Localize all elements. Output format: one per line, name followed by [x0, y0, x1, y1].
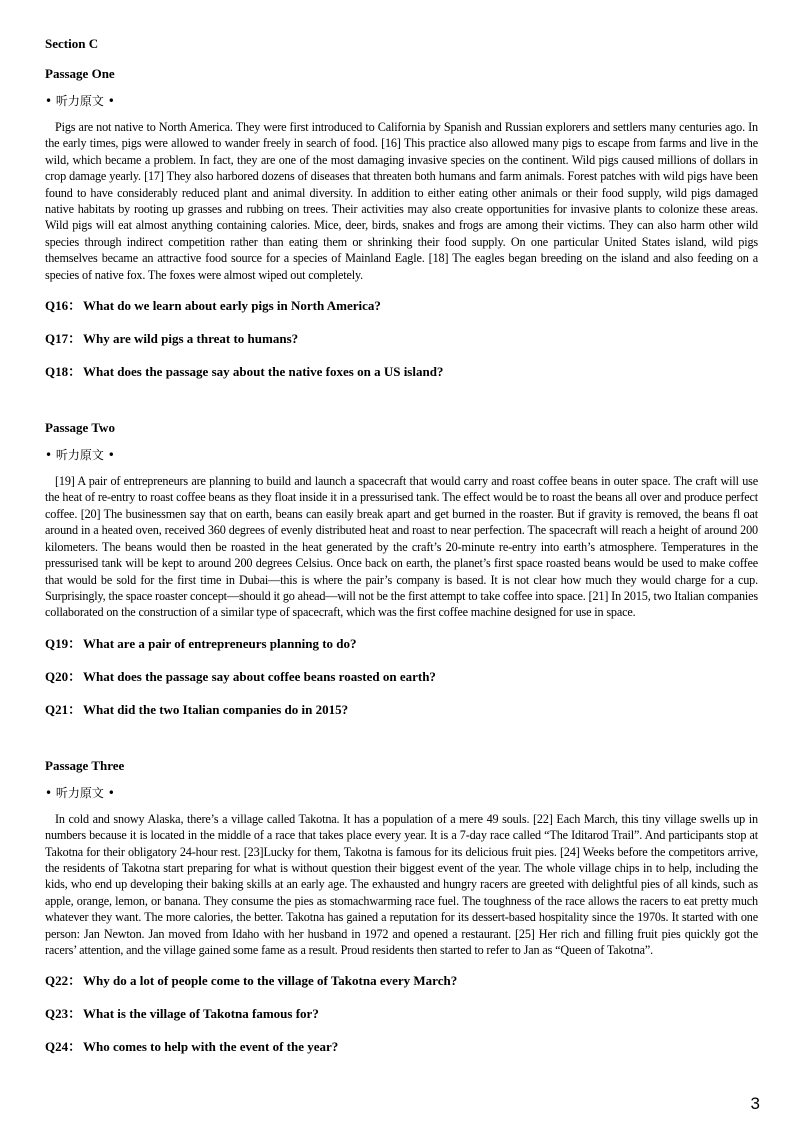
question-text: Who comes to help with the event of the year? — [83, 1039, 339, 1055]
question — [45, 666, 758, 685]
question-number: Q16： — [45, 298, 82, 314]
question — [45, 328, 758, 347]
transcript-label: • 听力原文 • — [45, 785, 115, 800]
question-text: What did the two Italian companies do in 2015? — [83, 701, 349, 717]
passage-text: Pigs are not native to North America. They were first introduced to California by Spanish and Russian explorers and settlers many centuries ago. In the early times, pigs were allowed to wander freely in search of food. [16] This practice also allowed many pigs to escape from farms and live in the wild, which became a problem. In fact, they are one of the most damaging invasive species on the continent. Wild pigs caused millions of dollars in crop damage yearly. [17] They also harbored dozens of diseases that threaten both humans and farm animals. Forest patches with wild pigs have been found to have considerably reduced plant and animal diversity. In addition to either eating other animals or their food supply, wild pigs damaged native habitats by rooting up grasses and rubbing on trees. Their activities may also create opportunities for invasive plants to colonize these areas. Wild pigs will eat almost anything containing calories. Mice, deer, birds, snakes and frogs are among their victims. They can also harm other wild species through indirect competition rather than eating them or shrinking their food supply. On one particular United States island, wild pigs themselves became an attractive food source for a species of Mainland Eagle. [18] The eagles began breeding on the island and also feeding on a species of native fox. The foxes were almost wiped out completely. — [45, 120, 758, 282]
passage-text: In cold and snowy Alaska, there’s a village called Takotna. It has a population of a mere 49 souls. [22] Each March, this tiny village swells up in numbers because it is located in the middle of a race that takes place every year. It is a 7-day race called “The Iditarod Trail”. And participants stop at Takotna for their obligatory 24-hour rest. [23]Lucky for them, Takotna is famous for its delicious fruit pies. [24] Weeks before the competitors arrive, the residents of Takotna start preparing for what is without question their biggest event of the year. The whole village chips in to help, including the kids, who end up developing their baking skills at an early age. The exhausted and hungry racers are greeted with delightful pies of all kinds, such as apple, orange, lemon, or banana. They consume the pies as stomachwarming race fuel. The toughness of the race allows the racers to eat pretty much whatever they want. The more calories, the better. Takotna has gained a reputation for its dessert-based hospitality since the 1970s. It started with one person: Jan Newton. Jan moved from Idaho with her husband in 1972 and opened a restaurant. [25] Her rich and filling fruit pies quickly got the racers’ attention, and the village gained some fame as a result. Proud residents then started to refer to Jan as “Queen of Takotna”. — [45, 811, 758, 957]
question-number: Q20： — [45, 668, 82, 684]
question-text: What does the passage say about the native foxes on a US island? — [83, 364, 444, 380]
question-number: Q24： — [45, 1039, 82, 1055]
question — [45, 361, 758, 380]
transcript-label: • 听力原文 • — [45, 94, 115, 108]
passage-text: [19] A pair of entrepreneurs are planning to build and launch a spacecraft that would carry and roast coffee beans in outer space. The craft will use the heat of re-entry to roast coffee beans as they float inside it in a pressurised tank. The effect would be to roast the beans all over and produce perfect coffee. [20] The businessmen say that on earth, beans can easily break apart and get burned in the roaster. But if gravity is removed, the beans fl oat around in a heated oven, received 360 degrees of evenly distributed heat and roast to near perfection. The spacecraft will reach a height of around 200 kilometers. The beans would then be roasted in the heat generated by the craft’s 20-minute re-entry into earth’s atmosphere. Temperatures in the pressurised tank will be kept to around 200 degrees Celsius. Once back on earth, the planet’s first space roasted beans would be used to make coffee that would be sold for the first time in Dubai—this is where the pair’s company is based. It is not clear how much they would charge for a cup. Surprisingly, the space roaster concept—should it go ahead—will not be the first attempt to take coffee into space. [21] In 2015, two Italian companies collaborated on the construction of a similar type of spacecraft, which was the first coffee machine designed for use in space. — [45, 474, 758, 620]
question-number: Q18： — [45, 364, 82, 380]
transcript-label: • 听力原文 • — [45, 448, 115, 463]
question — [45, 970, 758, 989]
passage-title: Passage Two — [45, 420, 115, 436]
question-text: What is the village of Takotna famous for? — [83, 1006, 319, 1022]
question-text: What are a pair of entrepreneurs planning to do? — [83, 635, 357, 651]
question-text: Why are wild pigs a threat to humans? — [83, 331, 299, 347]
question-text: What does the passage say about coffee beans roasted on earth? — [83, 668, 436, 684]
question — [45, 295, 758, 314]
passage-two — [45, 420, 758, 718]
question-text: Why do a lot of people come to the village of Takotna every March? — [83, 973, 458, 989]
passage-title: Passage One — [45, 66, 115, 81]
passage-one — [45, 66, 758, 380]
question-number: Q17： — [45, 331, 82, 347]
section-title: Section C — [45, 36, 99, 51]
question-number: Q22： — [45, 973, 82, 989]
question-text: What do we learn about early pigs in North America? — [83, 298, 381, 314]
document-page — [45, 36, 758, 1069]
question-number: Q19： — [45, 635, 82, 651]
passage-three — [45, 758, 758, 1056]
passage-title: Passage Three — [45, 757, 125, 773]
question — [45, 1003, 758, 1022]
question-number: Q23： — [45, 1006, 82, 1022]
page-number: 3 — [750, 1094, 760, 1113]
question — [45, 1036, 758, 1055]
question — [45, 633, 758, 652]
question — [45, 699, 758, 718]
question-number: Q21： — [45, 701, 82, 717]
